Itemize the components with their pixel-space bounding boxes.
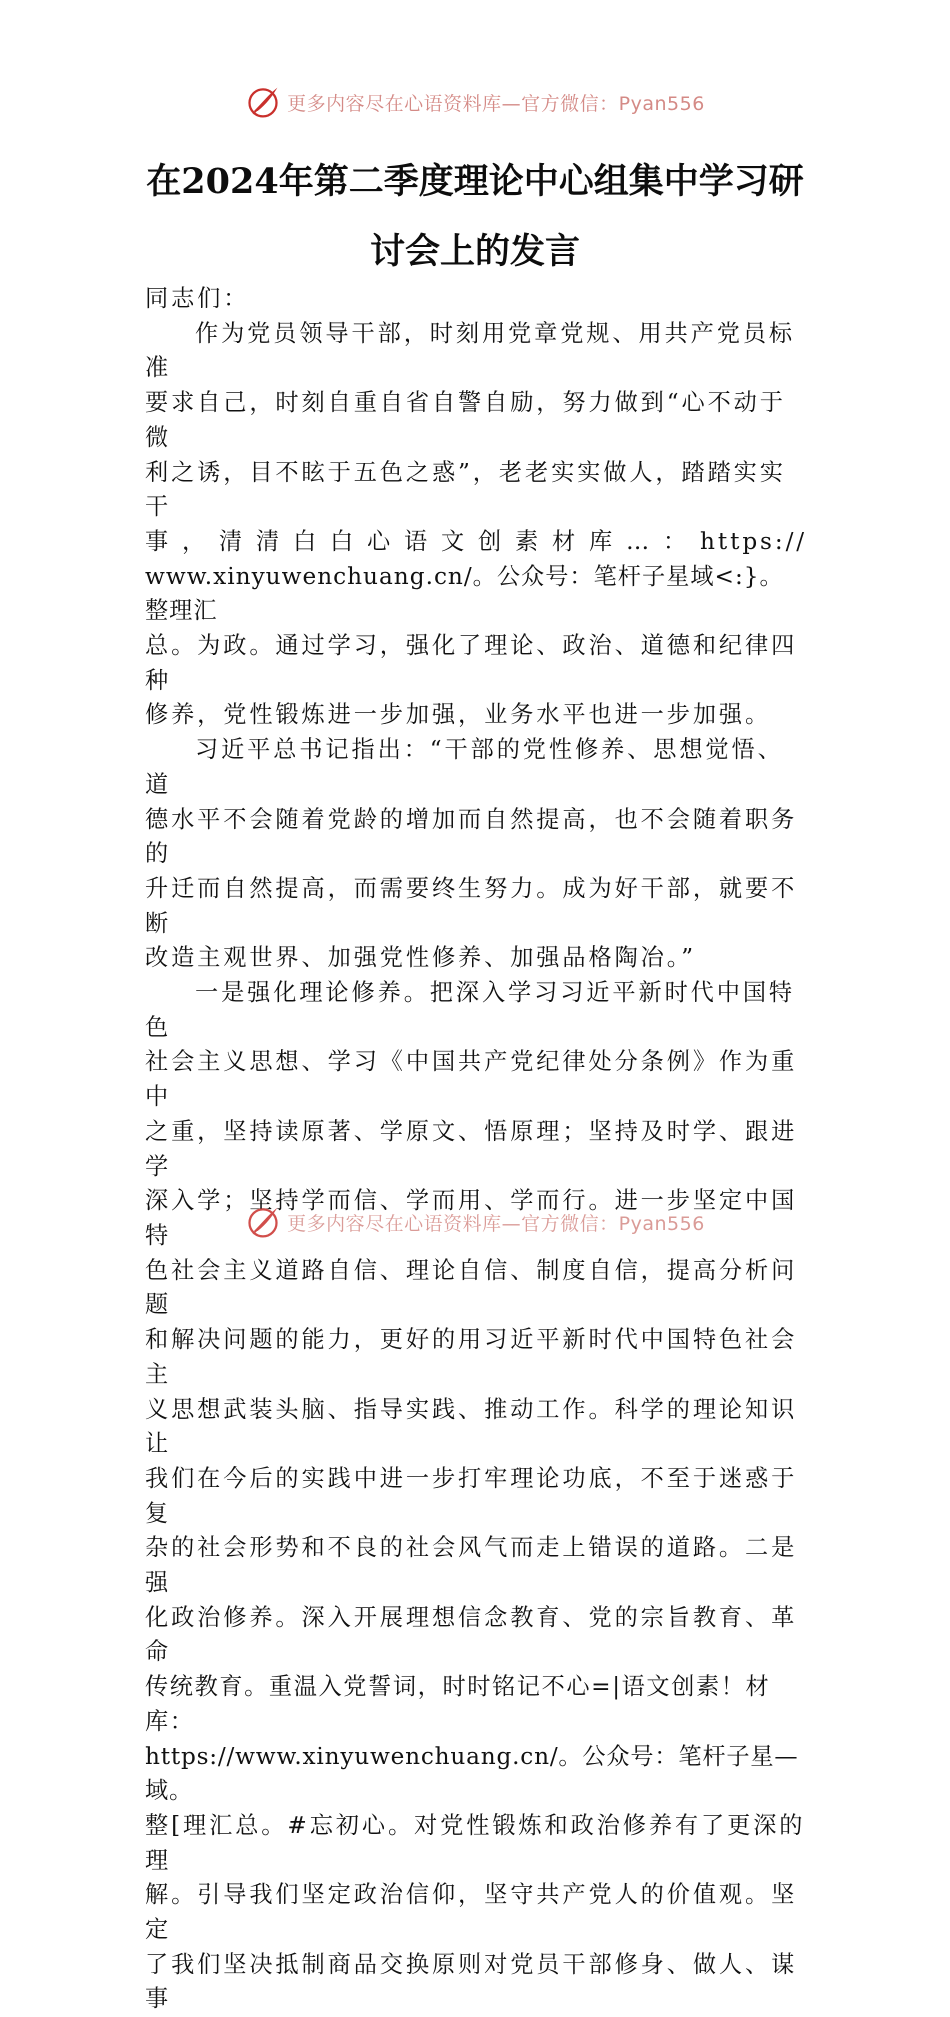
document-title-line-1: 在2024年第二季度理论中心组集中学习研 <box>146 161 804 202</box>
text-line: 色社会主义道路自信、理论自信、制度自信，提高分析问题 <box>145 1256 798 1319</box>
document-body <box>145 282 807 2017</box>
text-line: 整[理汇总。#忘初心。对党性锻炼和政治修养有了更深的理 <box>145 1811 806 1874</box>
watermark-text: 更多内容尽在心语资料库—官方微信：Pyan556 <box>287 92 705 115</box>
text-line: 总。为政。通过学习，强化了理论、政治、道德和纪律四种 <box>145 632 798 694</box>
text-line: 传统教育。重温入党誓词，时时铭记不心=|语文创素！材库： <box>145 1673 771 1735</box>
text-line: 利之诱，目不眩于五色之惑”，老老实实做人，踏踏实实干 <box>145 458 786 521</box>
text-line: 深入学；坚持学而信、学而用、学而行。进一步坚定中国特 <box>145 1187 798 1249</box>
text-line: 化政治修养。深入开展理想信念教育、党的宗旨教育、革命 <box>145 1603 798 1666</box>
text-line: 之重，坚持读原著、学原文、悟原理；坚持及时学、跟进学 <box>145 1117 798 1180</box>
watermark-text: 更多内容尽在心语资料库—官方微信：Pyan556 <box>287 1212 705 1235</box>
text-line: 和解决问题的能力，更好的用习近平新时代中国特色社会主 <box>145 1326 798 1388</box>
quill-logo-icon <box>245 1204 281 1240</box>
text-line: 德水平不会随着党龄的增加而自然提高，也不会随着职务的 <box>145 805 798 868</box>
text-line: 升迁而自然提高，而需要终生努力。成为好干部，就要不断 <box>145 874 798 937</box>
text-line: 义思想武装头脑、指导实践、推动工作。科学的理论知识让 <box>145 1395 798 1458</box>
paragraph-3 <box>145 976 807 2017</box>
text-line: 改造主观世界、加强党性修养、加强品格陶冶。” <box>145 944 696 972</box>
document-title-line-2: 讨会上的发言 <box>369 231 580 272</box>
text-line: 一是强化理论修养。把深入学习习近平新时代中国特色 <box>145 979 796 1041</box>
text-line: 事，清清白白心语文创素材库…：https:// <box>145 527 807 555</box>
header-watermark <box>0 82 950 122</box>
salutation: 同志们： <box>145 285 250 312</box>
text-line: 修养，党性锻炼进一步加强，业务水平也进一步加强。 <box>145 701 772 729</box>
text-line: 习近平总书记指出：“干部的党性修养、思想觉悟、道 <box>145 736 784 798</box>
text-line: 杂的社会形势和不良的社会风气而走上错误的道路。二是强 <box>145 1534 798 1597</box>
paragraph-1 <box>145 317 807 733</box>
footer-watermark <box>0 1202 950 1242</box>
text-line: 解。引导我们坚定政治信仰，坚守共产党人的价值观。坚定 <box>145 1881 798 1944</box>
text-line: https://www.xinyuwenchuang.cn/。公众号：笔杆子星—域。 <box>145 1742 799 1805</box>
text-line: 作为党员领导干部，时刻用党章党规、用共产党员标准 <box>145 319 796 382</box>
text-line: 我们在今后的实践中进一步打牢理论功底，不至于迷惑于复 <box>145 1464 798 1527</box>
text-line: 社会主义思想、学习《中国共产党纪律处分条例》作为重中 <box>145 1048 798 1111</box>
paragraph-2 <box>145 733 807 976</box>
quill-logo-icon <box>245 84 281 120</box>
text-line: www.xinyuwenchuang.cn/。公众号：笔杆子星域<:}。整理汇 <box>145 562 784 625</box>
text-line: 要求自己，时刻自重自省自警自励，努力做到“心不动于微 <box>145 389 786 451</box>
text-line: 了我们坚决抵制商品交换原则对党员干部修身、做人、谋事 <box>145 1950 798 2013</box>
